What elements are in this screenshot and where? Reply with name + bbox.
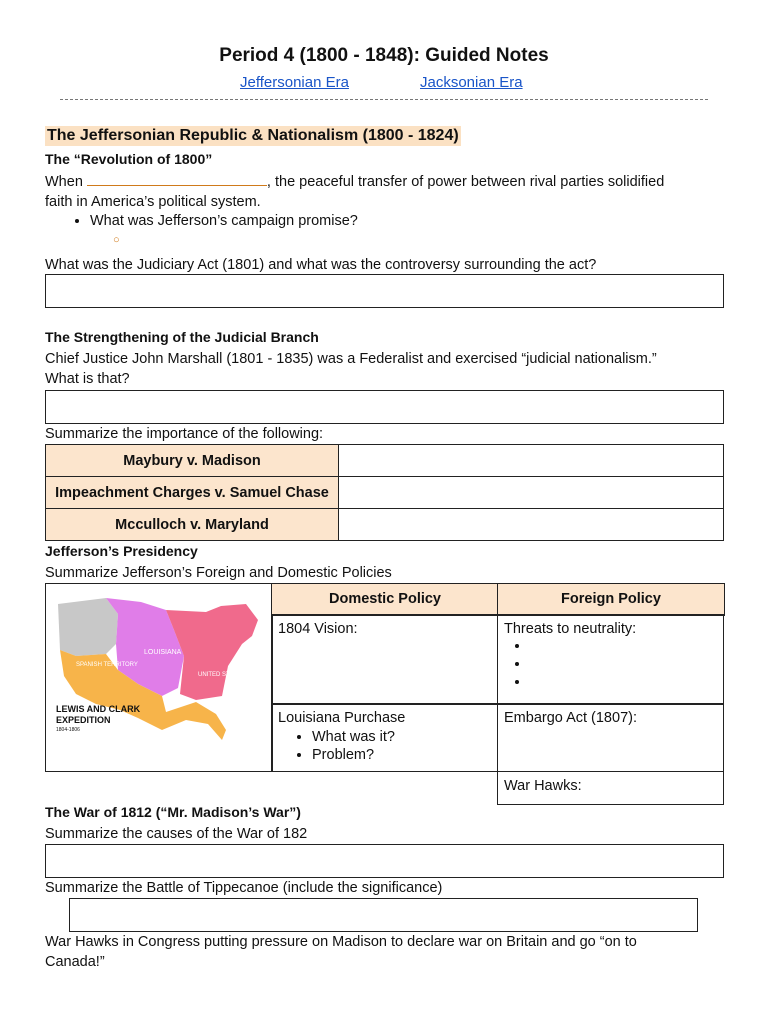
lewis-clark-map-image bbox=[46, 584, 272, 771]
louisiana-label: Louisiana Purchase bbox=[278, 710, 406, 726]
case-answer-cell[interactable] bbox=[339, 477, 724, 509]
domestic-policy-header: Domestic Policy bbox=[271, 583, 499, 616]
judiciary-answer-box[interactable] bbox=[45, 274, 724, 308]
threat-bullet bbox=[530, 673, 717, 691]
map-title-line2: EXPEDITION bbox=[56, 715, 111, 725]
map-years: 1804-1806 bbox=[56, 727, 80, 733]
map-label-us: UNITED STATES bbox=[198, 672, 245, 678]
war-causes-answer-box[interactable] bbox=[45, 844, 724, 878]
case-answer-cell[interactable] bbox=[339, 509, 724, 541]
revolution-heading: The “Revolution of 1800” bbox=[45, 151, 213, 167]
sub-bullet-icon: ○ bbox=[113, 234, 120, 246]
when-line2: faith in America’s political system. bbox=[45, 194, 261, 210]
foreign-policy-header: Foreign Policy bbox=[497, 583, 725, 616]
war-hawks-paragraph bbox=[45, 932, 745, 972]
map-label-louisiana: LOUISIANA bbox=[144, 649, 182, 656]
tippecanoe-prompt: Summarize the Battle of Tippecanoe (include the significance) bbox=[45, 880, 443, 896]
marshall-text bbox=[45, 349, 745, 389]
map-label-spanish: SPANISH TERRITORY bbox=[76, 662, 138, 668]
when-suffix: , the peaceful transfer of power between rival parties solidified bbox=[266, 174, 665, 190]
table-row bbox=[46, 509, 724, 541]
tippecanoe-answer-box[interactable] bbox=[69, 898, 698, 932]
judicial-nationalism-answer-box[interactable] bbox=[45, 390, 724, 424]
judicial-heading: The Strengthening of the Judicial Branch bbox=[45, 329, 319, 345]
campaign-bullet: • What was Jefferson’s campaign promise? bbox=[90, 212, 690, 230]
when-prefix: When bbox=[45, 174, 87, 190]
map-cell bbox=[45, 583, 273, 772]
table-row bbox=[46, 477, 724, 509]
cases-table bbox=[45, 444, 724, 541]
when-blank[interactable] bbox=[87, 171, 267, 186]
campaign-list bbox=[70, 212, 690, 230]
marshall-line1: Chief Justice John Marshall (1801 - 1835) was a Federalist and exercised “judicial nationalism.” bbox=[45, 351, 657, 367]
war1812-heading: The War of 1812 (“Mr. Madison’s War”) bbox=[45, 804, 301, 820]
jacksonian-era-link[interactable]: Jacksonian Era bbox=[420, 74, 523, 91]
jeffersonian-era-link[interactable]: Jeffersonian Era bbox=[240, 74, 349, 91]
vision-cell[interactable] bbox=[271, 614, 498, 705]
case-maybury: Maybury v. Madison bbox=[46, 445, 339, 477]
summarize-cases-prompt: Summarize the importance of the following: bbox=[45, 426, 324, 442]
threats-label: Threats to neutrality: bbox=[504, 621, 637, 637]
louisiana-cell[interactable] bbox=[271, 703, 498, 772]
threats-cell[interactable] bbox=[497, 614, 724, 705]
presidency-prompt: Summarize Jefferson’s Foreign and Domestic Policies bbox=[45, 565, 392, 581]
threats-list bbox=[504, 637, 717, 691]
war-causes-prompt: Summarize the causes of the War of 182 bbox=[45, 826, 308, 842]
war-hawks-cell[interactable] bbox=[497, 771, 724, 805]
marshall-line2: What is that? bbox=[45, 371, 130, 387]
louisiana-bullet: • What was it? bbox=[312, 728, 491, 746]
louisiana-list bbox=[278, 728, 491, 764]
case-answer-cell[interactable] bbox=[339, 445, 724, 477]
louisiana-bullet: • Problem? bbox=[312, 746, 491, 764]
table-row bbox=[46, 445, 724, 477]
war-hawks-line1: War Hawks in Congress putting pressure on Madison to declare war on Britain and go “on to bbox=[45, 934, 637, 950]
vision-label: 1804 Vision: bbox=[278, 621, 358, 637]
war-hawks-line2: Canada!” bbox=[45, 954, 105, 970]
divider bbox=[60, 99, 708, 100]
embargo-cell[interactable] bbox=[497, 703, 724, 772]
presidency-heading: Jefferson’s Presidency bbox=[45, 543, 198, 559]
threat-bullet bbox=[530, 637, 717, 655]
page-title: Period 4 (1800 - 1848): Guided Notes bbox=[219, 45, 549, 66]
judiciary-question: What was the Judiciary Act (1801) and what was the controversy surrounding the act? bbox=[45, 257, 597, 273]
when-paragraph bbox=[45, 171, 735, 212]
section-heading-jeffersonian: The Jeffersonian Republic & Nationalism (1800 - 1824) bbox=[47, 127, 459, 144]
war-hawks-label: War Hawks: bbox=[504, 778, 582, 794]
map-title-line1: LEWIS AND CLARK bbox=[56, 704, 141, 714]
case-mcculloch: Mcculloch v. Maryland bbox=[46, 509, 339, 541]
case-chase: Impeachment Charges v. Samuel Chase bbox=[46, 477, 339, 509]
embargo-label: Embargo Act (1807): bbox=[504, 710, 637, 726]
threat-bullet bbox=[530, 655, 717, 673]
